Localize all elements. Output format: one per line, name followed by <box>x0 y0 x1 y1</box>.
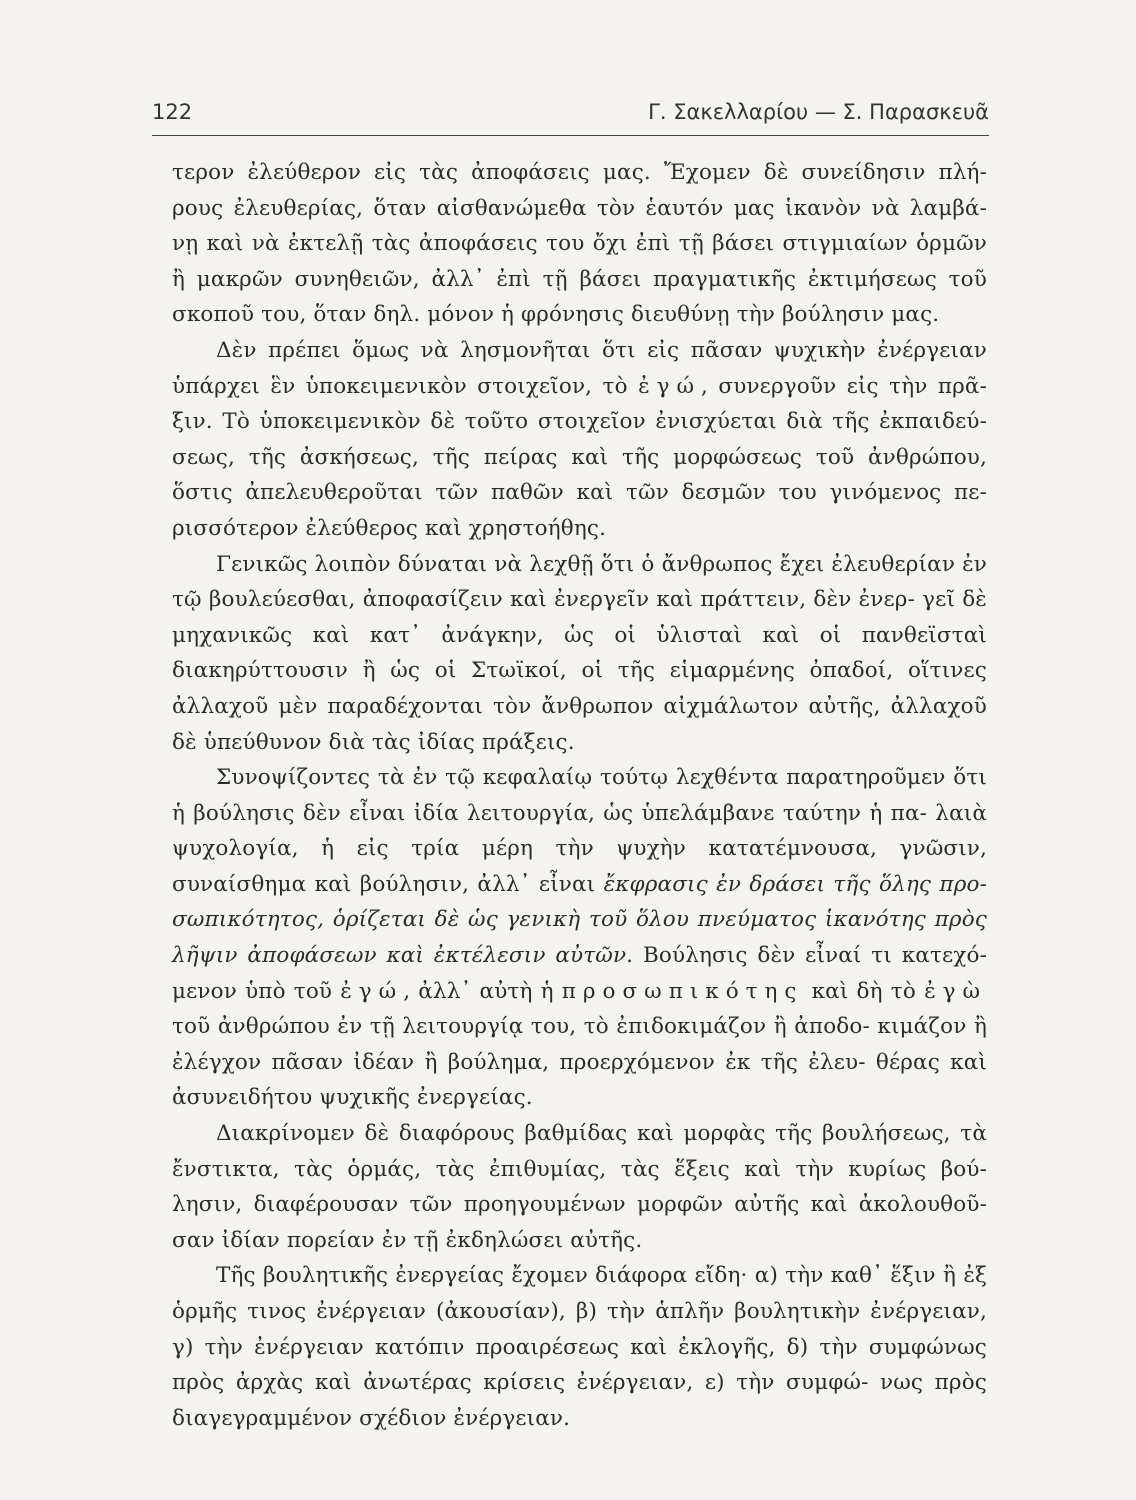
spaced-term-ego: ἐγώ <box>638 373 702 399</box>
page-number: 122 <box>152 100 193 124</box>
paragraph-3: Γενικῶς λοιπὸν δύναται νὰ λεχθῇ ὅτι ὁ ἄνθρωπος ἔχει ἐλευθερίαν ἐν τῷ βουλεύεσθαι, ἀποφασίζειν καὶ ἐνεργεῖν καὶ πράττειν, δὲν ἐνερ- γεῖ δὲ μηχανικῶς καὶ κατ᾽ ἀνάγκην, ὡς οἱ ὑλισταὶ καὶ οἱ πανθεϊσταὶ διακηρύττουσιν ἢ ὡς οἱ Στωϊκοί, οἱ τῆς εἱμαρμένης ὀπαδοί, οἵτινες ἀλλαχοῦ μὲν παραδέχονται τὸν ἄνθρωπον αἰχμάλωτον αὐτῆς, ἀλλαχοῦ δὲ ὑπεύθυνον διὰ τὰς ἰδίας πράξεις. <box>172 551 987 755</box>
paragraph-5: Διακρίνομεν δὲ διαφόρους βαθμίδας καὶ μορφὰς τῆς βουλήσεως, τὰ ἔνστικτα, τὰς ὁρμάς, τὰς ἐπιθυμίας, τὰς ἕξεις καὶ τὴν κυρίως βού- λησιν, διαφέρουσαν τῶν προηγουμένων μορφῶν αὐτῆς καὶ ἀκολουθοῦ- σαν ἰδίαν πορείαν ἐν τῇ ἐκδηλώσει αὐτῆς. <box>172 1121 987 1253</box>
running-title: Γ. Σακελλαρίου — Σ. Παρασκευᾶ <box>648 100 989 124</box>
spaced-term-prosopikotis: προσωπικότης <box>561 978 804 1004</box>
paragraph-4: Συνοψίζοντες τὰ ἐν τῷ κεφαλαίῳ τούτῳ λεχθέντα παρατηροῦμεν ὅτι ἡ βούλησις δὲν εἶναι ἰδία λειτουργία, ὡς ὑπελάμβανε ταύτην ἡ πα- λαιὰ ψυχολογία, ἡ εἰς τρία μέρη τὴν ψυχὴν κατατέμνουσα, γνῶσιν, συναίσθημα καὶ βούλησιν, ἀλλ᾽ εἶναι ἔκφρασις ἐν δράσει τῆς ὅλης προ- σωπικότητος, ὁρίζεται δὲ ὡς γενικὴ τοῦ ὅλου πνεύματος ἱκανότης πρὸς λῆψιν ἀποφάσεων καὶ ἐκτέλεσιν αὐτῶν. Βούλησις δὲν εἶναί τι κατεχό- μενον ὑπὸ τοῦ ἐγώ, ἀλλ᾽ αὐτὴ ἡ προσωπικότης καὶ δὴ τὸ ἐγὼ τοῦ ἀνθρώπου ἐν τῇ λειτουργίᾳ του, τὸ ἐπιδοκιμάζον ἢ ἀποδο- κιμάζον ἢ ἐλέγχον πᾶσαν ἰδέαν ἢ βούλημα, προερχόμενον ἐκ τῆς ἐλευ- θέρας καὶ ἀσυνειδήτου ψυχικῆς ἐνεργείας. <box>172 765 987 1111</box>
italic-definition: ἔκφρασις ἐν δράσει τῆς ὅλης προ- σωπικότητος, ὁρίζεται δὲ ὡς γενικὴ τοῦ ὅλου πνεύματος ἱκανότης πρὸς λῆψιν ἀποφάσεων καὶ ἐκτέλεσιν αὐτῶν. <box>172 871 987 969</box>
running-head <box>152 96 989 132</box>
body-text <box>172 155 987 1436</box>
header-rule <box>152 135 989 136</box>
paragraph-6: Τῆς βουλητικῆς ἐνεργείας ἔχομεν διάφορα εἴδη· α) τὴν καθ᾽ ἕξιν ἢ ἐξ ὁρμῆς τινος ἐνέργειαν (ἀκουσίαν), β) τὴν ἁπλῆν βουλητικὴν ἐνέργειαν, γ) τὴν ἐνέργειαν κατόπιν προαιρέσεως καὶ ἐκλογῆς, δ) τὴν συμφώνως πρὸς ἀρχὰς καὶ ἀνωτέρας κρίσεις ἐνέργειαν, ε) τὴν συμφώ- νως πρὸς διαγεγραμμένον σχέδιον ἐνέργειαν. <box>172 1263 987 1431</box>
spaced-term-ego: ἐγώ <box>340 978 404 1004</box>
spaced-term-ego: ἐγὼ <box>924 978 987 1004</box>
paragraph-1: τερον ἐλεύθερον εἰς τὰς ἀποφάσεις μας. Ἔχομεν δὲ συνείδησιν πλή- ρους ἐλευθερίας, ὅταν αἰσθανώμεθα τὸν ἑαυτόν μας ἱκανὸν νὰ λαμβά- νῃ καὶ νὰ ἐκτελῇ τὰς ἀποφάσεις του ὄχι ἐπὶ τῇ βάσει στιγμιαίων ὁρμῶν ἢ μακρῶν συνηθειῶν, ἀλλ᾽ ἐπὶ τῇ βάσει πραγματικῆς ἐκτιμήσεως τοῦ σκοποῦ του, ὅταν δηλ. μόνον ἡ φρόνησις διευθύνῃ τὴν βούλησιν μας. <box>172 160 987 328</box>
paragraph-2: Δὲν πρέπει ὅμως νὰ λησμονῆται ὅτι εἰς πᾶσαν ψυχικὴν ἐνέργειαν ὑπάρχει ἓν ὑποκειμενικὸν στοιχεῖον, τὸ ἐγώ, συνεργοῦν εἰς τὴν πρᾶ- ξιν. Τὸ ὑποκειμενικὸν δὲ τοῦτο στοιχεῖον ἐνισχύεται διὰ τῆς ἐκπαιδεύ- σεως, τῆς ἀσκήσεως, τῆς πείρας καὶ τῆς μορφώσεως τοῦ ἀνθρώπου, ὅστις ἀπελευθεροῦται τῶν παθῶν καὶ τῶν δεσμῶν του γινόμενος πε- ρισσότερον ἐλεύθερος καὶ χρηστοήθης. <box>172 337 987 541</box>
